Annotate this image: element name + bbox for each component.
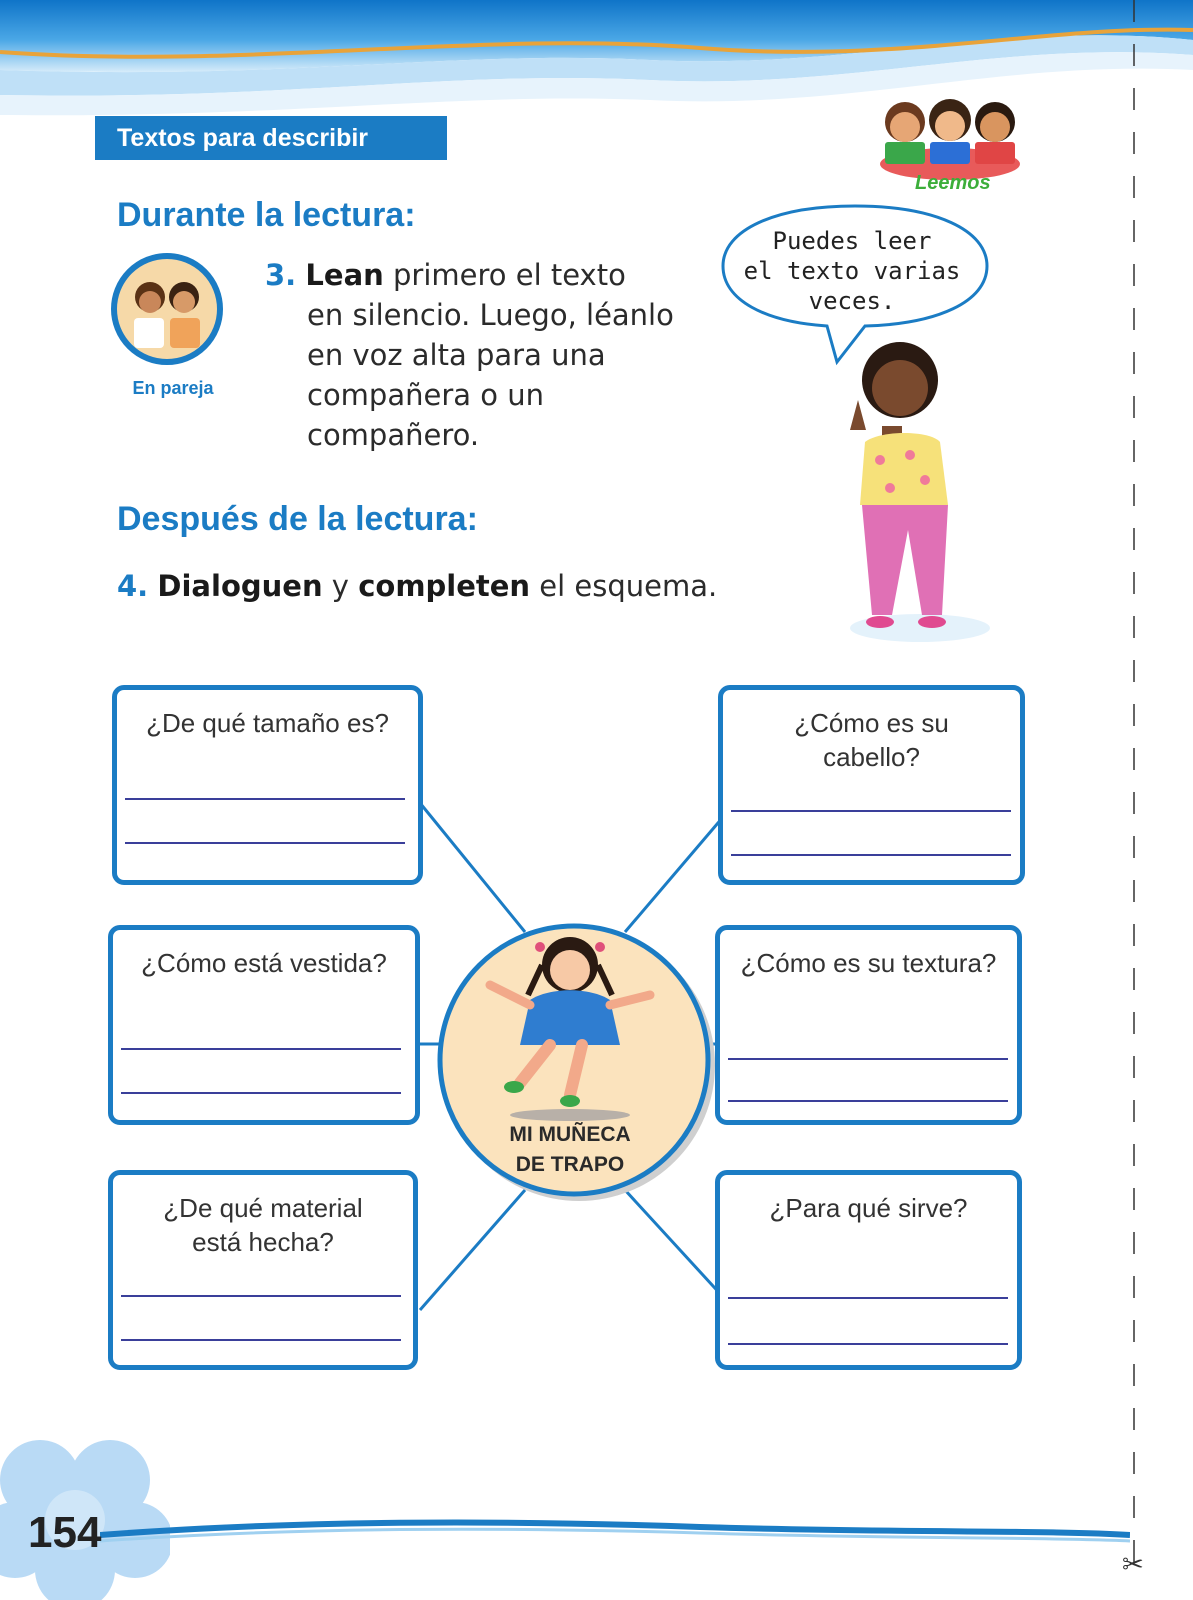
page-number: 154	[28, 1508, 102, 1557]
question-hair-line-1: ¿Cómo es su	[794, 708, 949, 738]
step-4-instruction	[117, 566, 817, 606]
pair-activity-icon	[110, 252, 224, 366]
question-box-purpose	[715, 1170, 1022, 1370]
scissors-icon: ✂	[1122, 1550, 1144, 1580]
step-3-verb: Lean	[305, 258, 384, 292]
answer-line[interactable]	[728, 1058, 1008, 1060]
step-4-verb-2: completen	[358, 569, 531, 603]
answer-line[interactable]	[728, 1297, 1008, 1299]
section-tag: Textos para describir	[95, 116, 447, 160]
question-material-line-1: ¿De qué material	[163, 1193, 363, 1223]
answer-line[interactable]	[125, 798, 405, 800]
step-3-line-5: compañero.	[307, 418, 480, 452]
step-3-line-3: en voz alta para una	[307, 338, 606, 372]
step-3-line-2: en silencio. Luego, léanlo	[307, 298, 674, 332]
answer-line[interactable]	[731, 854, 1011, 856]
bubble-line-2: el texto varias	[743, 257, 961, 285]
pair-activity-label: En pareja	[132, 378, 214, 398]
question-size: ¿De qué tamaño es?	[146, 708, 389, 738]
question-hair-line-2: cabello?	[823, 742, 920, 772]
girl-illustration	[820, 330, 1020, 650]
step-3-number: 3.	[265, 258, 297, 292]
question-purpose: ¿Para qué sirve?	[769, 1193, 968, 1223]
step-3-line-4: compañera o un	[307, 378, 544, 412]
answer-line[interactable]	[731, 810, 1011, 812]
step-3-instruction	[265, 255, 725, 455]
center-label-line-2: DE TRAPO	[515, 1153, 625, 1176]
answer-line[interactable]	[121, 1092, 401, 1094]
answer-line[interactable]	[121, 1048, 401, 1050]
question-box-material	[108, 1170, 418, 1370]
answer-line[interactable]	[121, 1339, 401, 1341]
answer-line[interactable]	[125, 842, 405, 844]
bubble-line-1: Puedes leer	[772, 227, 932, 255]
answer-line[interactable]	[728, 1343, 1008, 1345]
bubble-line-3: veces.	[808, 287, 896, 315]
after-reading-heading: Después de la lectura:	[117, 500, 478, 538]
center-label-line-1: MI MUÑECA	[509, 1123, 631, 1146]
step-4-connector: y	[322, 569, 359, 603]
question-box-texture	[715, 925, 1022, 1125]
step-4-verb-1: Dialoguen	[157, 569, 323, 603]
children-reading-icon	[875, 82, 1025, 182]
question-material-line-2: está hecha?	[192, 1227, 334, 1257]
question-box-hair	[718, 685, 1025, 885]
question-box-size	[112, 685, 423, 885]
step-4-number: 4.	[117, 569, 149, 603]
leemos-badge-label: Leemos	[915, 172, 991, 194]
answer-line[interactable]	[728, 1100, 1008, 1102]
during-reading-heading: Durante la lectura:	[117, 196, 416, 234]
step-3-line-1: primero el texto	[383, 258, 626, 292]
bottom-wave-decoration	[100, 1515, 1130, 1555]
center-label	[480, 1120, 660, 1180]
answer-line[interactable]	[121, 1295, 401, 1297]
question-clothing: ¿Cómo está vestida?	[141, 948, 387, 978]
question-texture: ¿Cómo es su textura?	[740, 948, 997, 978]
cut-line	[1128, 0, 1140, 1600]
speech-bubble-text	[737, 226, 967, 316]
step-4-rest: el esquema.	[530, 569, 718, 603]
rag-doll-illustration	[470, 925, 680, 1125]
question-box-clothing	[108, 925, 420, 1125]
